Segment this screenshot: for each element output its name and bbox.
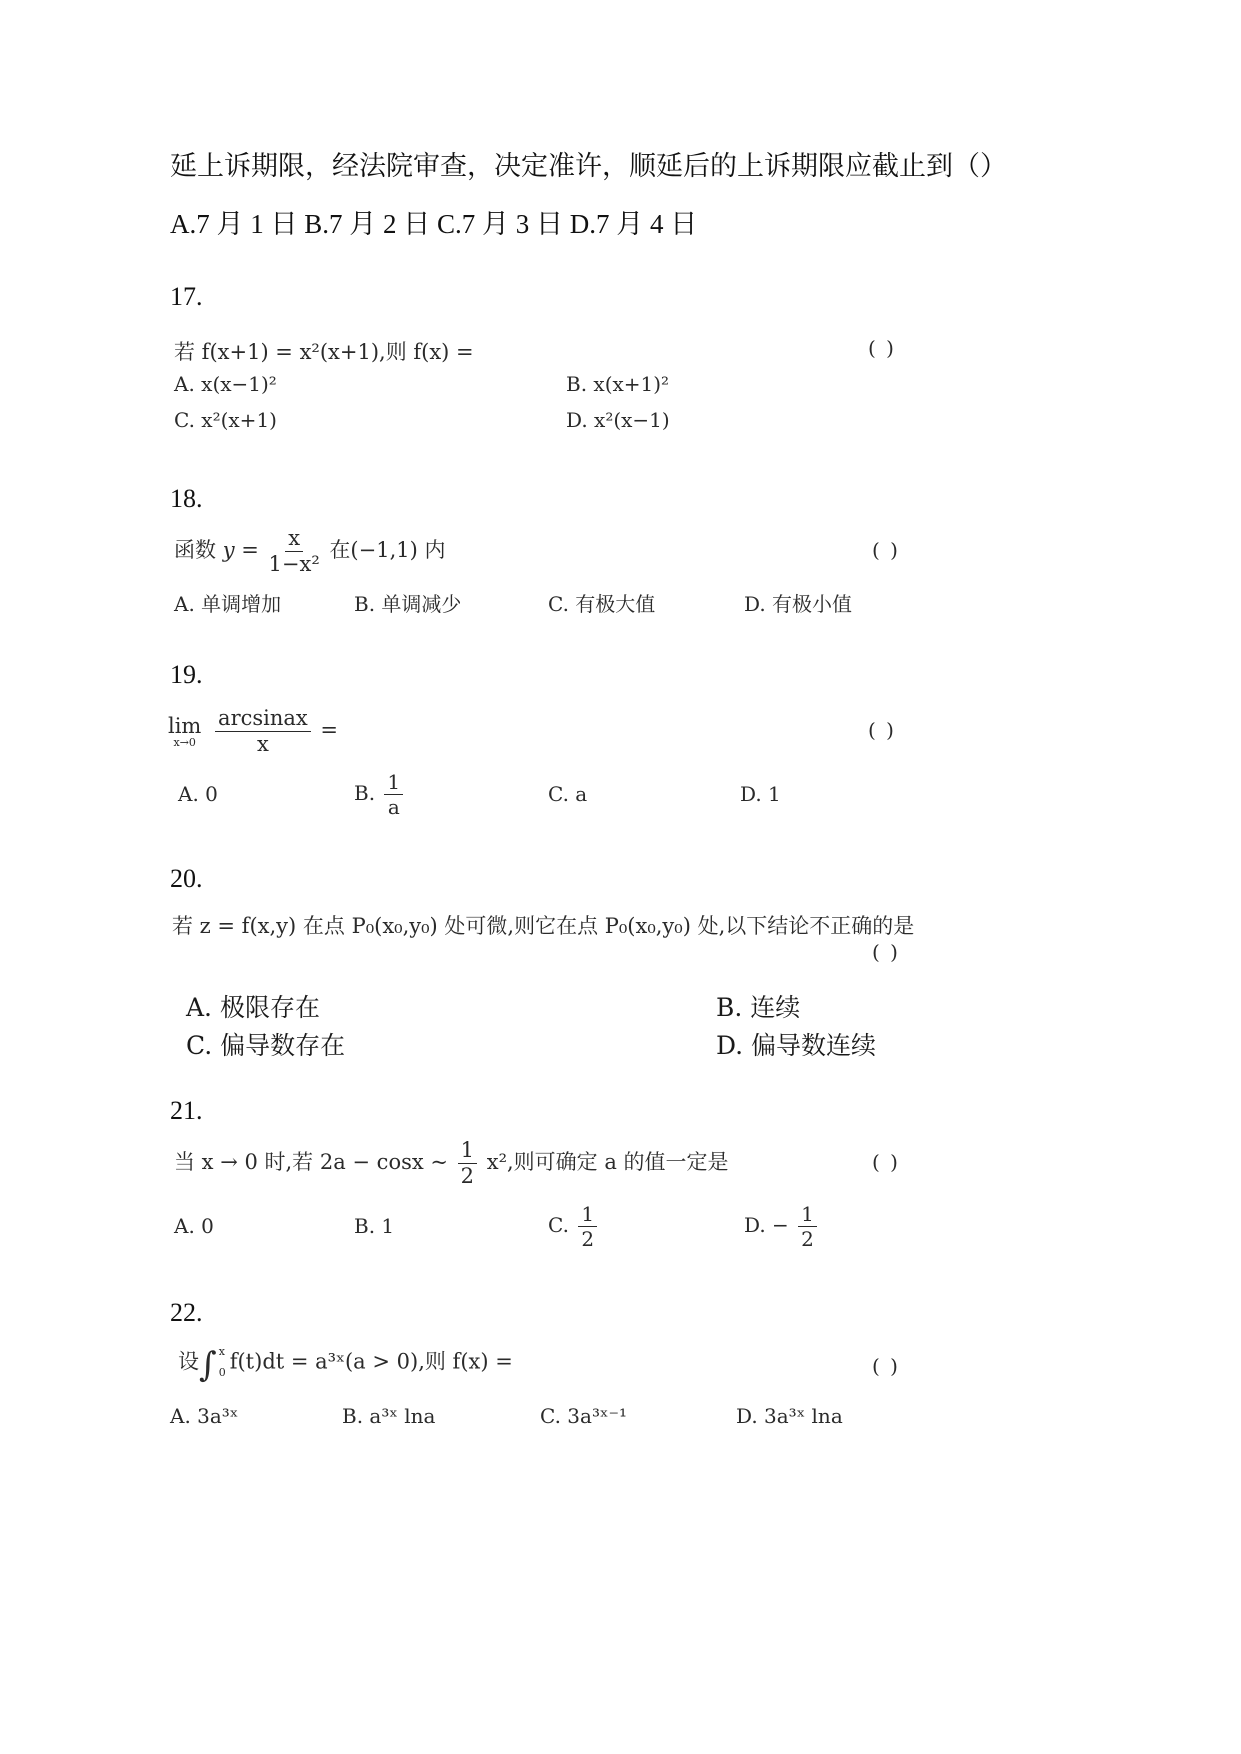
question-20-number: 20. — [170, 864, 203, 893]
question-21-option-d-fraction — [798, 1204, 817, 1249]
question-20-option-d: D. 偏导数连续 — [716, 1031, 877, 1060]
question-19-option-b-fraction — [384, 772, 403, 817]
question-18-fraction-denominator: 1−x² — [268, 552, 320, 576]
question-21-option-d-numerator: 1 — [798, 1204, 817, 1227]
question-22-option-b: B. a³ˣ lna — [342, 1404, 436, 1428]
question-22-option-a: A. 3a³ˣ — [170, 1404, 239, 1428]
question-18-fraction-numerator: x — [285, 528, 303, 552]
question-20-stem: 若 z = f(x,y) 在点 P₀(x₀,y₀) 处可微,则它在点 P₀(x₀,y₀) 处,以下结论不正确的是 — [172, 914, 915, 938]
question-18-option-d: D. 有极小值 — [744, 592, 853, 616]
intro-line-2: A.7 月 1 日 B.7 月 2 日 C.7 月 3 日 D.7 月 4 日 — [170, 209, 698, 239]
question-17-option-d: D. x²(x−1) — [566, 408, 670, 432]
question-21-option-d-label: D. − — [744, 1213, 789, 1237]
question-17-option-c: C. x²(x+1) — [174, 408, 277, 432]
question-19-fraction-numerator: arcsinax — [215, 708, 311, 732]
question-19-option-b-numerator: 1 — [384, 772, 403, 795]
question-21-stem-prefix: 当 x → 0 时,若 2a − cosx ~ — [174, 1150, 448, 1174]
question-19-limit: lim x→0 — [168, 713, 202, 749]
question-22-integral-limits — [219, 1342, 226, 1384]
question-17-option-b: B. x(x+1)² — [566, 372, 670, 396]
question-19-option-a: A. 0 — [178, 782, 218, 806]
question-22-stem — [178, 1342, 513, 1385]
question-21-fraction — [458, 1140, 477, 1187]
question-21-stem — [174, 1140, 729, 1187]
question-22-option-d: D. 3a³ˣ lna — [736, 1404, 843, 1428]
question-21-fraction-numerator: 1 — [458, 1140, 477, 1164]
question-22-integral-upper: x — [218, 1345, 225, 1358]
question-19-option-b-denominator: a — [387, 795, 400, 819]
question-18-answer-blank: ( ) — [872, 538, 900, 562]
question-19-option-c: C. a — [548, 782, 588, 806]
question-21-option-c-numerator: 1 — [578, 1204, 597, 1227]
question-18-option-c: C. 有极大值 — [548, 592, 656, 616]
question-18-stem-prefix: 函数 — [174, 538, 216, 562]
question-17-option-a: A. x(x−1)² — [174, 372, 277, 396]
intro-line-1: 延上诉期限，经法院审查，决定准许，顺延后的上诉期限应截止到（） — [170, 151, 1007, 182]
question-21-option-c — [548, 1204, 600, 1249]
question-20-option-a: A. 极限存在 — [186, 993, 320, 1022]
question-20-answer-blank: ( ) — [872, 940, 900, 964]
integral-sign-icon: ∫ — [199, 1345, 217, 1386]
question-19-answer-blank: ( ) — [868, 718, 896, 742]
question-21-option-c-denominator: 2 — [581, 1227, 595, 1251]
question-18-option-b: B. 单调减少 — [354, 592, 462, 616]
question-17-answer-blank: ( ) — [868, 336, 896, 360]
question-20-option-b: B. 连续 — [716, 993, 801, 1022]
question-22-stem-prefix: 设 — [178, 1349, 199, 1374]
question-18-number: 18. — [170, 484, 203, 513]
question-18-fraction — [269, 528, 320, 575]
question-18-option-a: A. 单调增加 — [174, 592, 282, 616]
question-19-number: 19. — [170, 660, 203, 689]
question-19-option-b-label: B. — [354, 781, 376, 805]
question-22-number: 22. — [170, 1298, 203, 1327]
question-21-option-a: A. 0 — [174, 1214, 214, 1238]
question-21-option-b: B. 1 — [354, 1214, 395, 1238]
question-21-option-d — [744, 1204, 820, 1249]
question-22-integral-lower: 0 — [218, 1365, 226, 1379]
question-19-fraction — [215, 708, 311, 755]
question-19-limit-subscript: x→0 — [173, 735, 196, 749]
question-22-stem-body: f(t)dt = a³ˣ(a > 0),则 f(x) = — [229, 1349, 513, 1374]
question-17-number: 17. — [170, 282, 203, 311]
question-19-option-d: D. 1 — [740, 782, 781, 806]
question-22-answer-blank: ( ) — [872, 1354, 900, 1378]
question-19-option-b — [354, 772, 406, 817]
question-21-number: 21. — [170, 1096, 203, 1125]
question-19-stem: lim x→0 $\frac{\text{arcsinax}}{x}$ = — [168, 706, 339, 756]
question-21-answer-blank: ( ) — [872, 1150, 900, 1174]
question-18-stem-suffix: 在(−1,1) 内 — [329, 538, 446, 562]
question-21-option-c-label: C. — [548, 1213, 569, 1237]
question-22-option-c: C. 3a³ˣ⁻¹ — [540, 1404, 628, 1428]
question-21-option-c-fraction — [578, 1204, 597, 1249]
question-21-option-d-denominator: 2 — [801, 1227, 814, 1251]
question-21-stem-suffix: x²,则可确定 a 的值一定是 — [486, 1150, 729, 1174]
question-20-option-c: C. 偏导数存在 — [186, 1031, 346, 1060]
question-21-fraction-denominator: 2 — [460, 1164, 475, 1188]
question-18-stem: 函数 y = $\frac{x}{\text{1−x²}}$ 在(−1,1) 内 — [174, 526, 446, 576]
question-19-fraction-denominator: x — [256, 732, 269, 756]
question-17-stem: 若 f(x+1) = x²(x+1),则 f(x) = — [174, 340, 474, 364]
